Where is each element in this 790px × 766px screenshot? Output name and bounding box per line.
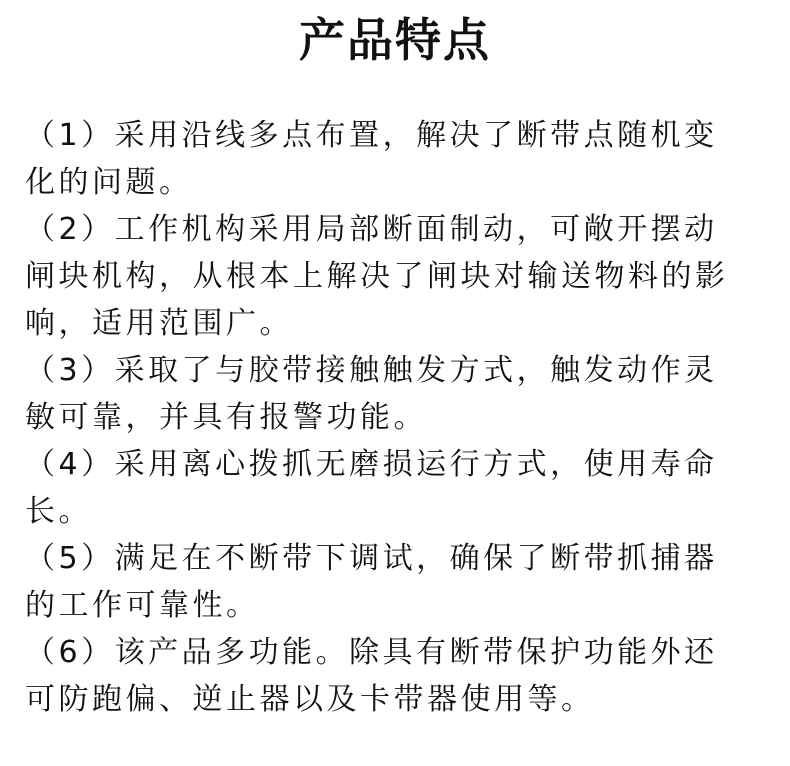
text-line: （6）该产品多功能。除具有断带保护功能外还: [25, 635, 718, 670]
feature-paragraph-4: [25, 441, 775, 535]
feature-paragraph-1: [25, 112, 775, 206]
text-line: 敏可靠，并具有报警功能。: [25, 400, 427, 435]
features-list: [25, 112, 775, 723]
text-line: （3）采取了与胶带接触触发方式，触发动作灵: [25, 353, 718, 388]
feature-paragraph-3: [25, 347, 775, 441]
page-title: 产品特点: [299, 13, 491, 67]
feature-paragraph-2: [25, 206, 775, 347]
text-line: 长。: [25, 494, 92, 529]
text-line: 响，适用范围广。: [25, 306, 293, 341]
text-line: 的工作可靠性。: [25, 588, 260, 623]
feature-paragraph-5: [25, 535, 775, 629]
feature-paragraph-6: [25, 629, 775, 723]
text-line: 化的问题。: [25, 165, 193, 200]
text-line: （5）满足在不断带下调试，确保了断带抓捕器: [25, 541, 718, 576]
text-line: 闸块机构，从根本上解决了闸块对输送物料的影: [25, 259, 729, 294]
text-line: 可防跑偏、逆止器以及卡带器使用等。: [25, 682, 595, 717]
text-line: （2）工作机构采用局部断面制动，可敞开摆动: [25, 212, 718, 247]
text-line: （4）采用离心拨抓无磨损运行方式，使用寿命: [25, 447, 718, 482]
text-line: （1）采用沿线多点布置，解决了断带点随机变: [25, 118, 718, 153]
